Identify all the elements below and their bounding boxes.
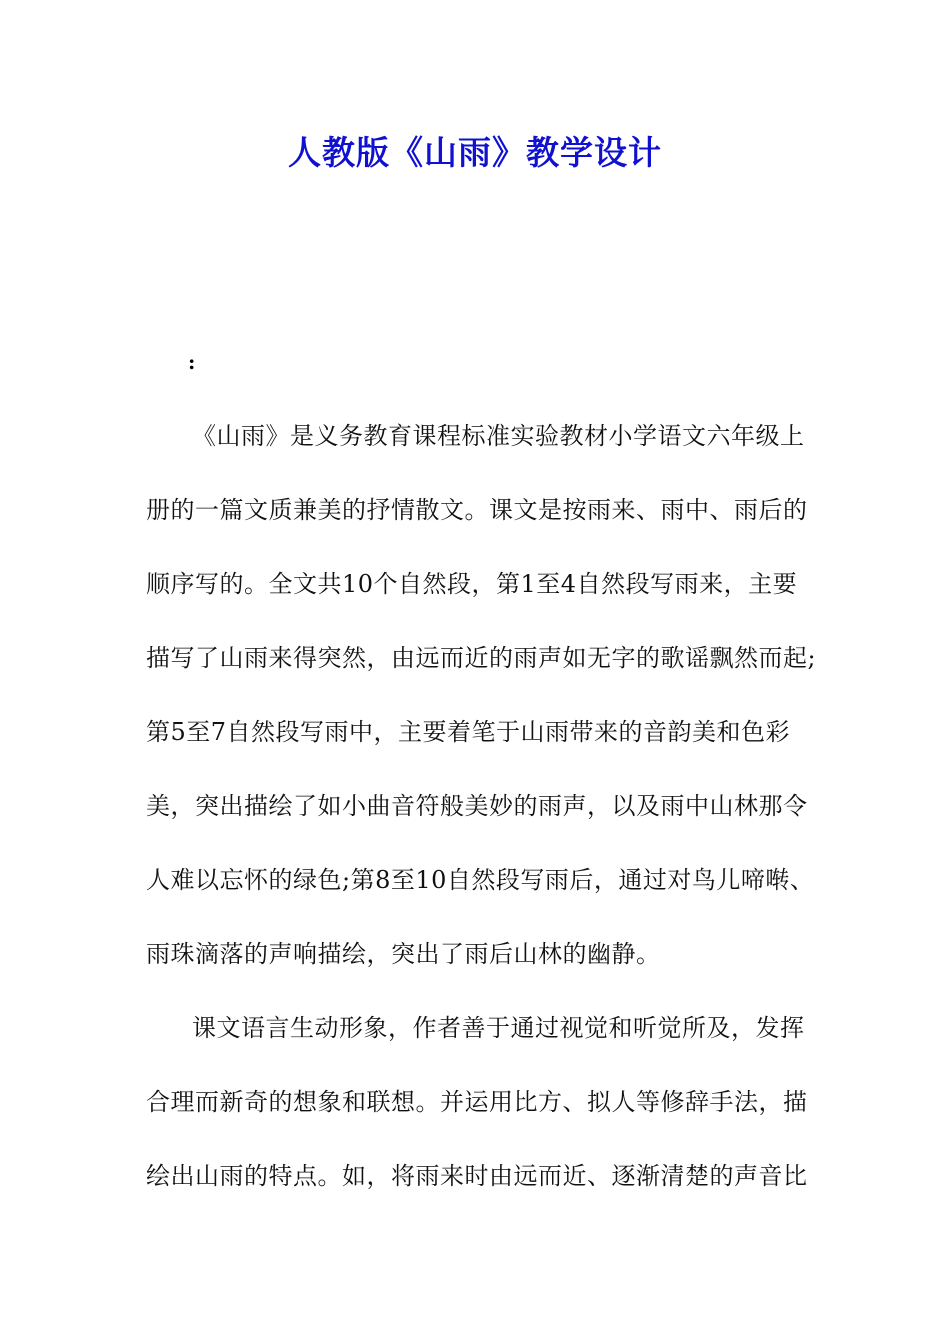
paragraph-line: 描写了山雨来得突然，由远而近的雨声如无字的歌谣飘然而起; [146, 644, 817, 672]
paragraph-line: 册的一篇文质兼美的抒情散文。课文是按雨来、雨中、雨后的 [146, 496, 808, 524]
paragraph-line: 人难以忘怀的绿色;第8至10自然段写雨后，通过对鸟儿啼啭、 [146, 866, 815, 894]
document-title: 人教版《山雨》教学设计 [288, 133, 662, 172]
paragraph-line: 雨珠滴落的声响描绘，突出了雨后山林的幽静。 [146, 940, 661, 968]
paragraph-line: 合理而新奇的想象和联想。并运用比方、拟人等修辞手法，描 [146, 1088, 808, 1116]
paragraph-line: 第5至7自然段写雨中，主要着笔于山雨带来的音韵美和色彩 [146, 718, 791, 746]
paragraph-line: 绘出山雨的特点。如，将雨来时由远而近、逐渐清楚的声音比 [146, 1162, 808, 1190]
colon-mark: : [188, 350, 196, 374]
paragraph-line: 美，突出描绘了如小曲音符般美妙的雨声，以及雨中山林那令 [146, 792, 808, 820]
paragraph-line: 《山雨》是义务教育课程标准实验教材小学语文六年级上 [192, 422, 805, 450]
paragraph-line: 顺序写的。全文共10个自然段，第1至4自然段写雨来，主要 [146, 570, 798, 598]
paragraph-line: 课文语言生动形象，作者善于通过视觉和听觉所及，发挥 [192, 1014, 805, 1042]
